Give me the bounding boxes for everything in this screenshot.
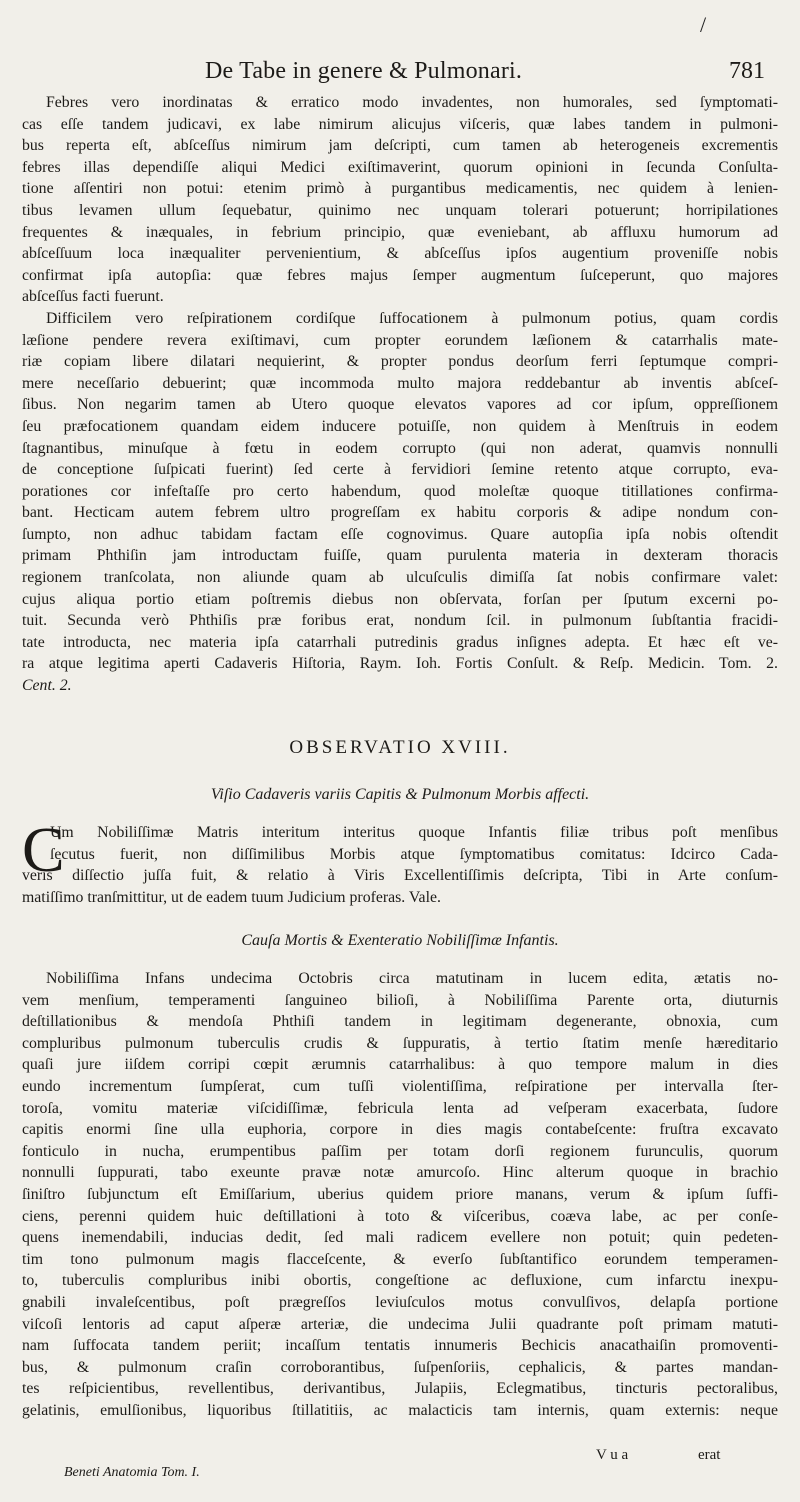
- running-head: [0, 58, 800, 94]
- paragraph-3: [22, 968, 778, 1421]
- text-line: cujus aliqua portio etiam poſtremis diebus non obſervata, forſan per ſputum excerni po-: [22, 590, 778, 608]
- text-line: viſcoſi lentoris ad caput aſperæ arteriæ, die undecima Julii quadrante poſt primam matuti-: [22, 1315, 778, 1333]
- text-line: ſiniſtro ſubjunctum eſt Emiſſarium, uberius quidem priore manans, verum & ipſum ſuffi-: [22, 1185, 778, 1203]
- text-line: ciens, perenni quidem huic deſtillationi à toto & viſceribus, coæva labe, ac per conſe-: [22, 1207, 778, 1225]
- text-line: febres illas dependiſſe aliqui Medici exiſtimaverint, quorum opinioni in ſecunda Conſulta-: [22, 158, 778, 176]
- text-line: tione aſſentiri non potui: etenim primò à purgantibus medicamentis, nec quidem à lenien-: [22, 180, 778, 198]
- text-line: confirmat ipſa autopſia: quæ febres majus ſemper augmentum ſuſceperunt, quo majores: [22, 266, 778, 284]
- text-line: veris diſſectio juſſa fuit, & relatio à Viris Excellentiſſimis deſcripta, Tibi in Arte conſum-: [22, 867, 778, 885]
- text-line: abſceſſuum loca inæqualiter pervenientium, & abſceſſus ipſos augentium proveniſſe nobis: [22, 245, 778, 263]
- text-line: primam Phthiſin jam introductam fuiſſe, quam purulenta materia in dexteram thoracis: [22, 547, 778, 565]
- text-line: ſibus. Non negarim tamen ab Utero quoque elevatos vapores ad cor ipſum, oppreſſionem: [22, 396, 778, 414]
- text-line: tuit. Secunda verò Phthiſis præ foribus erat, nondum ſcil. in pulmonum ſubſtantia fracidi-: [22, 612, 778, 630]
- text-line: Cent. 2.: [22, 677, 72, 695]
- text-line: Um Nobiliſſimæ Matris interitum interitus quoque Infantis filiæ tribus poſt menſibus: [50, 824, 778, 841]
- text-line: tes reſpicientibus, revellentibus, derivantibus, Julapiis, Eclegmatibus, tincturis pectoralibus,: [22, 1380, 778, 1398]
- text-line: compluribus pulmonum tuberculis crudis & ſuppuratis, à tertio ſtatim menſe hæreditario: [22, 1034, 778, 1052]
- causa-heading: Cauſa Mortis & Exenteratio Nobiliſſimæ Infantis.: [241, 932, 559, 949]
- text-line: vem menſium, temperamenti ſanguineo bilioſi, à Nobiliſſima Parente orta, diuturnis: [22, 991, 778, 1009]
- text-line: ſeu præfocationem quandam eidem inducere potuiſſe, non quidem à Menſtruis in eodem: [22, 417, 778, 435]
- text-line: gelatinis, emulſionibus, liquoribus ſtillatitiis, ac malacticis tam internis, quam externis: neque: [22, 1401, 778, 1419]
- text-line: ſtagnantibus, minuſque à fœtu in eodem corrupto (qui non aderat, quamvis nonnulli: [22, 439, 778, 457]
- catchword: erat: [698, 1447, 721, 1463]
- text-line: frequentes & inæquales, in febrium principio, quæ eveniebant, ab affluxu humorum ad: [22, 223, 778, 241]
- text-line: gnabili invaleſcentibus, poſt prægreſſos leviuſculos motus convulſivos, delapſa portione: [22, 1293, 778, 1311]
- signature-mark: V u a: [596, 1447, 629, 1463]
- book-footer: Beneti Anatomia Tom. I.: [64, 1465, 200, 1480]
- text-line: deſtillationibus & mendoſa Phthiſi tandem in legitimam degenerante, obnoxia, cum: [22, 1013, 778, 1031]
- running-title: De Tabe in genere & Pulmonari.: [205, 58, 523, 84]
- page-number: 781: [729, 58, 765, 84]
- text-line: abſceſſus facti fuerunt.: [22, 288, 164, 306]
- paragraph-1: [22, 92, 778, 308]
- letter-paragraph: [22, 822, 778, 908]
- drop-cap: C: [22, 814, 65, 885]
- text-line: læſione pendere revera exiſtimavi, cum propter eorundem læſionem & catarrhalis mate-: [22, 331, 778, 349]
- text-line: toroſa, vomitu materiæ viſcidiſſimæ, febricula lenta ad veſperam exacerbata, ſudore: [22, 1099, 778, 1117]
- text-line: riæ copiam libere dilatari nequierint, & propter pondus deorſum ferri ſeptumque compri-: [22, 353, 778, 371]
- text-line: Difficilem vero reſpirationem cordiſque ſuffocationem à pulmonum potius, quam cordis: [46, 309, 778, 327]
- text-line: bus reperta eſt, abſceſſus nimirum jam deſcripti, cum tamen ab heterogeneis excrementis: [22, 137, 778, 155]
- text-line: de conceptione ſuſpicati fuerint) ſed certe à fervidiori ſemine retento atque corrupto, eva-: [22, 461, 778, 479]
- text-line: nonnulli ſuppurati, tabo exeunte pravæ notæ amurcoſo. Hinc alterum quoque in brachio: [22, 1164, 778, 1182]
- text-line: quens inemendabili, inducias dedit, ſed mali radicem evellere non potuit; quin pedeten-: [22, 1229, 778, 1247]
- text-line: tibus levamen ullum ſequebatur, quinimo nec unquam tolerari potuerunt; horripilationes: [22, 201, 778, 219]
- text-line: ſecutus fuerit, non diſſimilibus Morbis atque ſymptomatibus comitatus: Idcirco Cada-: [50, 845, 778, 863]
- text-line: eundo incrementum ſumpſerat, cum tuſſi violentiſſima, reſpiratione per intervalla ſter-: [22, 1077, 778, 1095]
- text-line: nam ſuffocata tandem periit; incaſſum tentatis innumeris Bechicis anacathaiſin promoventi-: [22, 1337, 778, 1355]
- text-line: tim tono pulmonum magis flacceſcente, & everſo ſubſtantifico eorundem temperamen-: [22, 1250, 778, 1268]
- text-line: Febres vero inordinatas & erratico modo invadentes, non humorales, sed ſymptomati-: [46, 94, 778, 111]
- text-line: to, tuberculis compluribus inibi obortis, congeſtione ac defluxione, cum infarctu inexpu-: [22, 1272, 778, 1290]
- text-line: bant. Hecticam autem febrem ultro progreſſam ex habitu corporis & adipe nondum con-: [22, 504, 778, 522]
- observatio-heading: OBSERVATIO XVIII.: [289, 737, 511, 758]
- text-line: ſumpto, non adhuc tabidam factam eſſe cognovimus. Quare autopſia ipſa nobis oſtendit: [22, 525, 778, 543]
- corner-mark: /: [700, 12, 707, 37]
- text-line: matiſſimo tranſmittitur, ut de eadem tuum Judicium proferas. Vale.: [22, 888, 441, 906]
- text-line: quaſi jure iiſdem corripi cœpit ærumnis catarrhalibus: à quo tempore malum in dies: [22, 1056, 778, 1074]
- body-text: [22, 92, 778, 697]
- observatio-subtitle: Viſio Cadaveris variis Capitis & Pulmonum Morbis affecti.: [210, 786, 590, 803]
- text-line: Nobiliſſima Infans undecima Octobris circa matutinam in lucem edita, ætatis no-: [46, 970, 778, 987]
- text-line: porationes cor infeſtaſſe pro certo habendum, quod moleſtæ quoque titillationes confirma-: [22, 482, 778, 500]
- text-line: tate introducta, nec materia ipſa catarrhali putredinis gradus inſignes adepta. Et hæc eſt ve-: [22, 633, 778, 651]
- text-line: capitis enormi ſine ulla euphoria, corpore in dies magis contabeſcente: fruſtra excavato: [22, 1121, 778, 1139]
- text-line: ra atque legitima aperti Cadaveris Hiſtoria, Raym. Ioh. Fortis Conſult. & Reſp. Medicin. Tom. 2.: [22, 655, 778, 673]
- text-line: bus, & pulmonum craſin corroborantibus, ſuſpenſoriis, cephalicis, & partes mandan-: [22, 1358, 778, 1376]
- text-line: regionem tranſcolata, non aliunde quam ab ulcuſculis dimiſſa ſat nobis confirmare valet:: [22, 569, 778, 587]
- text-line: fonticulo in nucha, erumpentibus paſſim per totam dorſi regionem furunculis, quorum: [22, 1142, 778, 1160]
- text-line: cas eſſe tandem judicavi, ex labe nimirum alicujus viſceris, quæ labes tandem in pulmoni-: [22, 115, 778, 133]
- paragraph-2: [22, 308, 778, 697]
- text-line: mere neceſſario debuerint; quæ incommoda multo majora reddebantur ab inventis abſceſ-: [22, 374, 778, 392]
